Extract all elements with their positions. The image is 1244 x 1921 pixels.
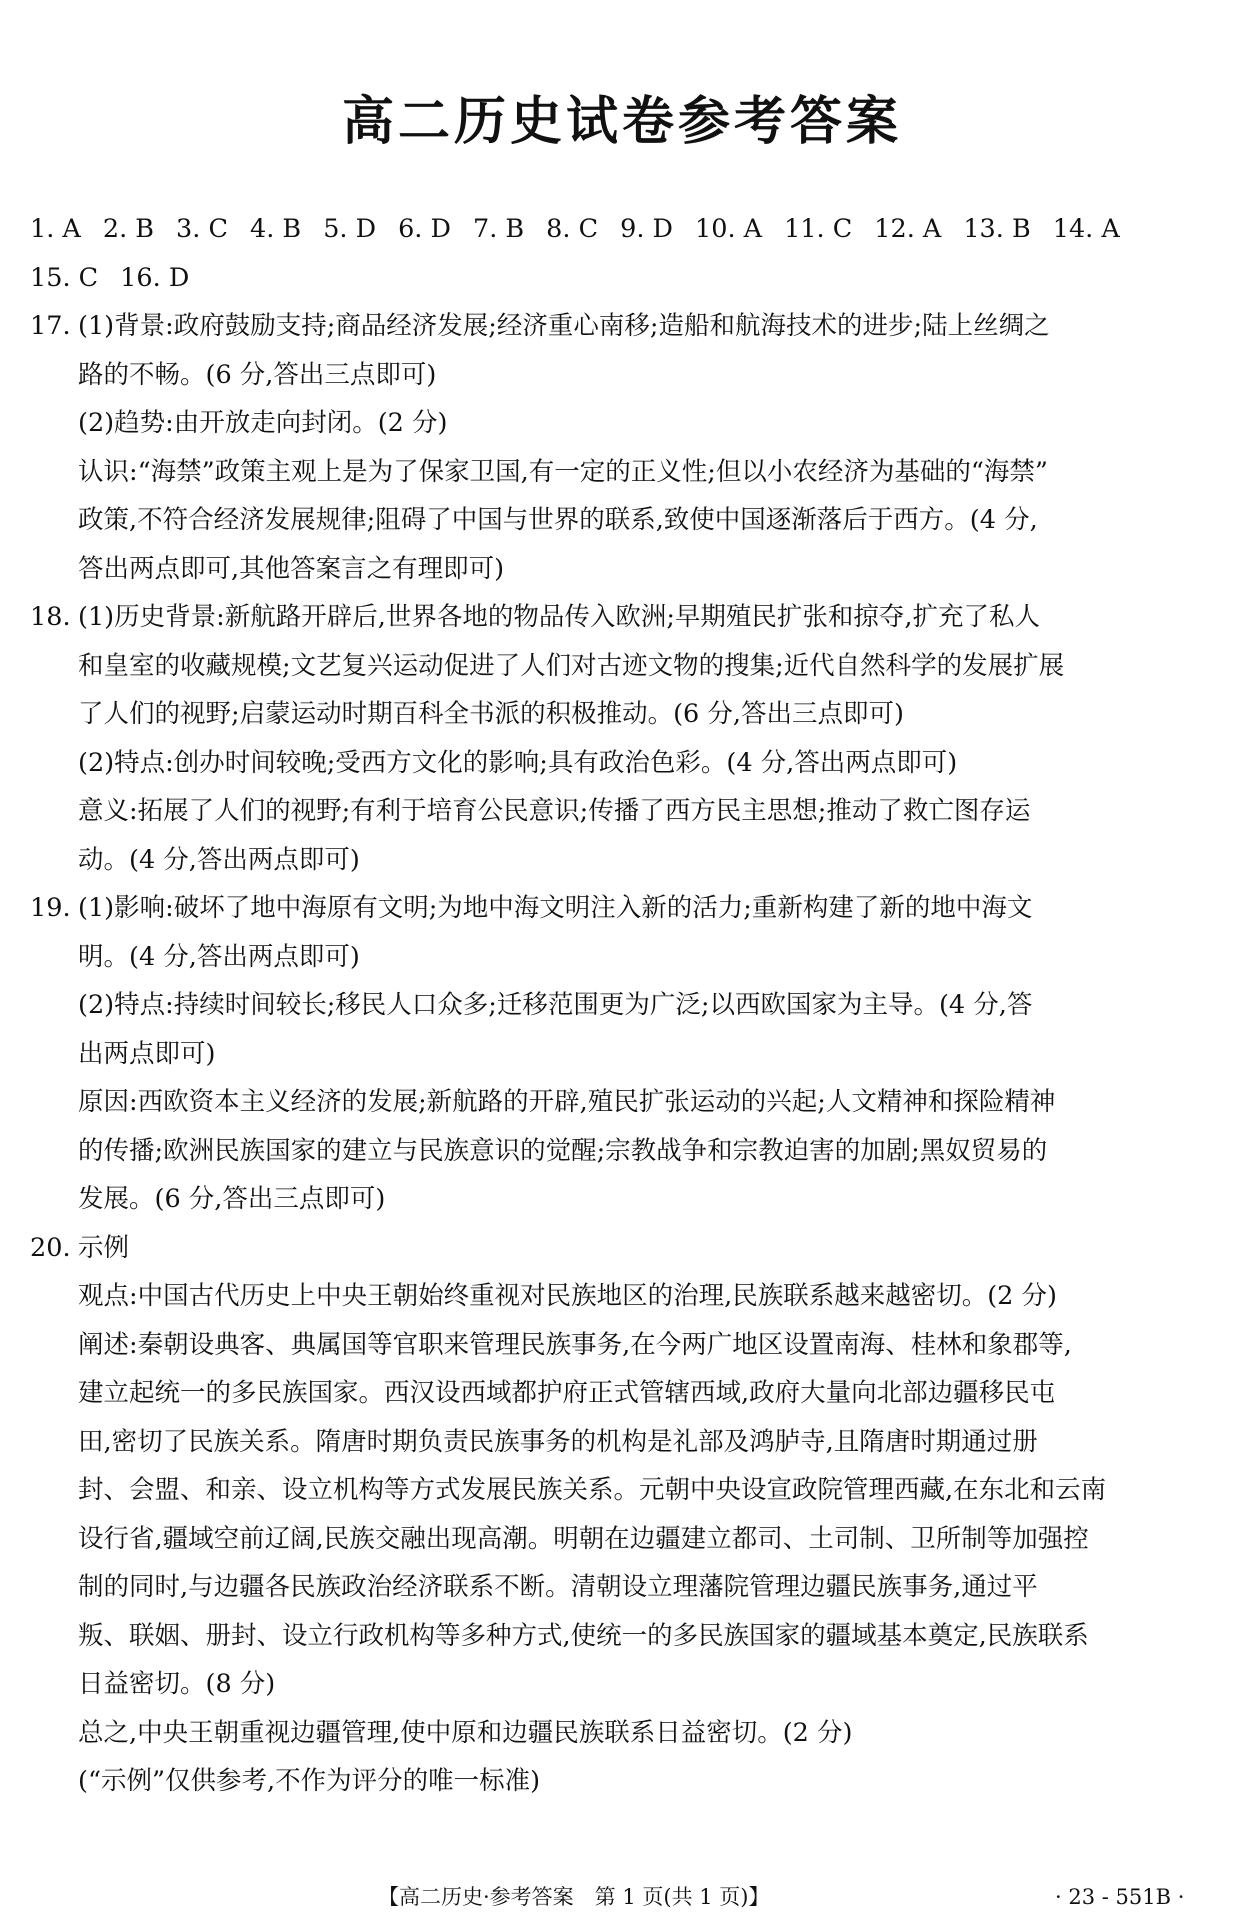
choice-answer: 16. D [120, 262, 190, 293]
answer-line: 认识:“海禁”政策主观上是为了保家卫国,有一定的正义性;但以小农经济为基础的“海禁” [78, 456, 1048, 487]
choice-answer: 11. C [784, 214, 853, 244]
answer-line: 答出两点即可,其他答案言之有理即可) [78, 553, 505, 584]
answer-line: 日益密切。(8 分) [78, 1669, 276, 1699]
answer-line: 政策,不符合经济发展规律;阻碍了中国与世界的联系,致使中国逐渐落后于西方。(4 分, [78, 505, 1038, 535]
answer-line: 原因:西欧资本主义经济的发展;新航路的开辟,殖民扩张运动的兴起;人文精神和探险精神 [78, 1087, 1056, 1117]
answer-line: 总之,中央王朝重视边疆管理,使中原和边疆民族联系日益密切。(2 分) [78, 1717, 853, 1748]
choice-answer: 6. D [398, 214, 451, 244]
answer-line: 叛、联姻、册封、设立行政机构等多种方式,使统一的多民族国家的疆域基本奠定,民族联系 [78, 1620, 1089, 1651]
answer-line: 封、会盟、和亲、设立机构等方式发展民族关系。元朝中央设宣政院管理西藏,在东北和云南 [78, 1475, 1107, 1505]
question-18 [30, 593, 1220, 884]
page-title: 高二历史试卷参考答案 [341, 92, 902, 152]
answer-content [30, 205, 1220, 1806]
choice-answer: 5. D [323, 214, 377, 244]
answer-line: 了人们的视野;启蒙运动时期百科全书派的积极推动。(6 分,答出三点即可) [78, 699, 904, 729]
choice-answer: 3. C [176, 214, 228, 244]
answer-line: 阐述:秦朝设典客、典属国等官职来管理民族事务,在今两广地区设置南海、桂林和象郡等, [78, 1329, 1072, 1360]
footer-page-info: 【高二历史·参考答案 第 1 页(共 1 页)】 [378, 1885, 770, 1909]
question-number: 17. [30, 311, 71, 341]
answer-line: 观点:中国古代历史上中央王朝始终重视对民族地区的治理,民族联系越来越密切。(2 分) [78, 1281, 1057, 1311]
answer-line: (2)特点:创办时间较晚;受西方文化的影响;具有政治色彩。(4 分,答出两点即可) [78, 747, 958, 778]
answer-line: (1)历史背景:新航路开辟后,世界各地的物品传入欧洲;早期殖民扩张和掠夺,扩充了私人 [78, 602, 1041, 632]
answer-line: 出两点即可) [78, 1038, 216, 1069]
answer-heading: 示例 [78, 1232, 130, 1263]
answer-line: 意义:拓展了人们的视野;有利于培育公民意识;传播了西方民主思想;推动了救亡图存运 [78, 796, 1031, 826]
answer-line: 田,密切了民族关系。隋唐时期负责民族事务的机构是礼部及鸿胪寺,且隋唐时期通过册 [78, 1426, 1038, 1457]
answer-line: (1)影响:破坏了地中海原有文明;为地中海文明注入新的活力;重新构建了新的地中海文 [78, 893, 1033, 923]
answer-line: 的传播;欧洲民族国家的建立与民族意识的觉醒;宗教战争和宗教迫害的加剧;黑奴贸易的 [78, 1135, 1048, 1166]
answer-line: 制的同时,与边疆各民族政治经济联系不断。清朝设立理藩院管理边疆民族事务,通过平 [78, 1572, 1038, 1602]
choice-answer: 9. D [620, 214, 673, 244]
question-19 [30, 884, 1220, 1224]
choice-answer: 13. B [963, 214, 1031, 244]
answer-line: (“示例”仅供参考,不作为评分的唯一标准) [78, 1766, 541, 1796]
footer-code: · 23 - 551B · [1055, 1885, 1185, 1909]
question-number: 19. [30, 893, 71, 923]
answer-line: 路的不畅。(6 分,答出三点即可) [78, 359, 437, 390]
question-number: 20. [30, 1232, 71, 1263]
choice-answer: 14. A [1052, 214, 1120, 244]
choice-answer: 15. C [30, 262, 99, 293]
question-number: 18. [30, 602, 71, 632]
choice-answer: 7. B [472, 214, 525, 244]
choice-answer: 1. A [30, 214, 81, 244]
answer-line: 明。(4 分,答出两点即可) [78, 941, 360, 972]
choice-answers-row-2 [30, 254, 1220, 303]
answer-line: (2)特点:持续时间较长;移民人口众多;迁移范围更为广泛;以西欧国家为主导。(4 分,答 [78, 990, 1033, 1020]
answer-line: 建立起统一的多民族国家。西汉设西域都护府正式管辖西域,政府大量向北部边疆移民屯 [78, 1378, 1056, 1408]
choice-answer: 2. B [102, 214, 155, 244]
choice-answer: 10. A [695, 214, 763, 244]
answer-line: (1)背景:政府鼓励支持;商品经济发展;经济重心南移;造船和航海技术的进步;陆上丝绸之 [78, 311, 1050, 341]
choice-answer: 4. B [250, 214, 302, 244]
answer-line: 和皇室的收藏规模;文艺复兴运动促进了人们对古迹文物的搜集;近代自然科学的发展扩展 [78, 650, 1065, 681]
answer-line: 动。(4 分,答出两点即可) [78, 844, 360, 875]
question-20 [30, 1224, 1220, 1806]
choice-answer: 12. A [874, 214, 942, 244]
choice-answer: 8. C [546, 214, 599, 244]
answer-line: 发展。(6 分,答出三点即可) [78, 1184, 386, 1214]
answer-line: (2)趋势:由开放走向封闭。(2 分) [78, 408, 448, 438]
choice-answers-row-1 [30, 205, 1220, 254]
answer-line: 设行省,疆域空前辽阔,民族交融出现高潮。明朝在边疆建立都司、土司制、卫所制等加强控 [78, 1523, 1089, 1554]
question-17 [30, 302, 1220, 593]
